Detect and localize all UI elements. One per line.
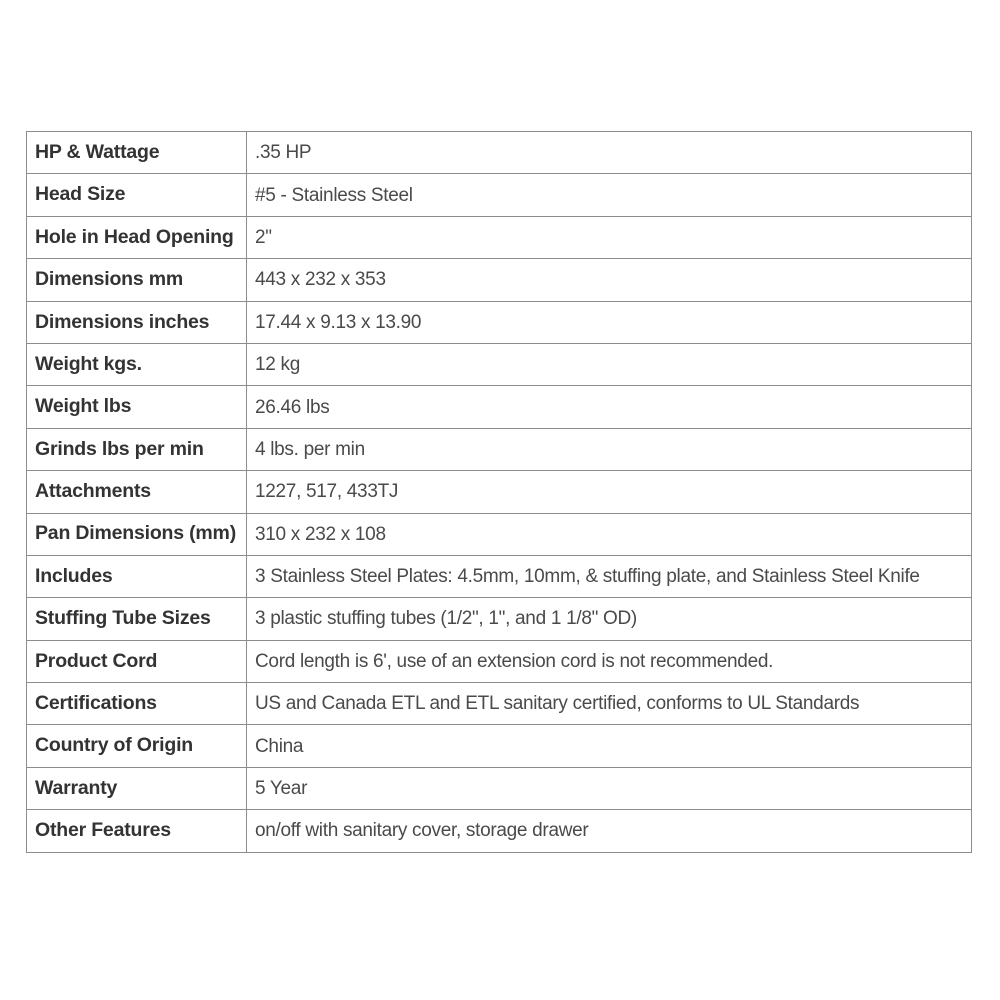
spec-label: Product Cord — [27, 640, 247, 682]
spec-row-weight-kgs — [27, 343, 972, 385]
spec-table — [26, 131, 972, 853]
spec-value: China — [247, 725, 972, 767]
spec-value: US and Canada ETL and ETL sanitary certified, conforms to UL Standards — [247, 683, 972, 725]
spec-row-certifications — [27, 683, 972, 725]
spec-label: Pan Dimensions (mm) — [27, 513, 247, 555]
spec-value: 2" — [247, 216, 972, 258]
spec-label: Includes — [27, 555, 247, 597]
spec-label: Stuffing Tube Sizes — [27, 598, 247, 640]
spec-row-grinds-lbs-per-min — [27, 428, 972, 470]
spec-value: 4 lbs. per min — [247, 428, 972, 470]
spec-row-other-features — [27, 810, 972, 852]
spec-row-hp-wattage — [27, 132, 972, 174]
spec-label: Dimensions mm — [27, 259, 247, 301]
spec-row-weight-lbs — [27, 386, 972, 428]
spec-row-pan-dimensions — [27, 513, 972, 555]
spec-value: Cord length is 6', use of an extension cord is not recommended. — [247, 640, 972, 682]
spec-value: 1227, 517, 433TJ — [247, 471, 972, 513]
spec-label: Head Size — [27, 174, 247, 216]
spec-row-attachments — [27, 471, 972, 513]
spec-label: Certifications — [27, 683, 247, 725]
spec-value: 310 x 232 x 108 — [247, 513, 972, 555]
spec-value: 5 Year — [247, 767, 972, 809]
spec-row-head-size — [27, 174, 972, 216]
spec-value: on/off with sanitary cover, storage drawer — [247, 810, 972, 852]
spec-row-dimensions-inches — [27, 301, 972, 343]
spec-row-hole-in-head-opening — [27, 216, 972, 258]
spec-label: Attachments — [27, 471, 247, 513]
spec-row-dimensions-mm — [27, 259, 972, 301]
spec-value: .35 HP — [247, 132, 972, 174]
spec-label: Weight lbs — [27, 386, 247, 428]
spec-label: Dimensions inches — [27, 301, 247, 343]
spec-label: Warranty — [27, 767, 247, 809]
spec-row-product-cord — [27, 640, 972, 682]
spec-label: Hole in Head Opening — [27, 216, 247, 258]
spec-value: 443 x 232 x 353 — [247, 259, 972, 301]
spec-row-includes — [27, 555, 972, 597]
spec-label: Country of Origin — [27, 725, 247, 767]
spec-label: Other Features — [27, 810, 247, 852]
spec-value: 12 kg — [247, 343, 972, 385]
spec-row-stuffing-tube-sizes — [27, 598, 972, 640]
spec-value: 3 Stainless Steel Plates: 4.5mm, 10mm, & stuffing plate, and Stainless Steel Knife — [247, 555, 972, 597]
spec-value: 17.44 x 9.13 x 13.90 — [247, 301, 972, 343]
spec-label: Weight kgs. — [27, 343, 247, 385]
spec-label: HP & Wattage — [27, 132, 247, 174]
spec-value: 26.46 lbs — [247, 386, 972, 428]
spec-value: #5 - Stainless Steel — [247, 174, 972, 216]
spec-value: 3 plastic stuffing tubes (1/2", 1", and 1 1/8" OD) — [247, 598, 972, 640]
spec-label: Grinds lbs per min — [27, 428, 247, 470]
spec-row-warranty — [27, 767, 972, 809]
spec-row-country-of-origin — [27, 725, 972, 767]
